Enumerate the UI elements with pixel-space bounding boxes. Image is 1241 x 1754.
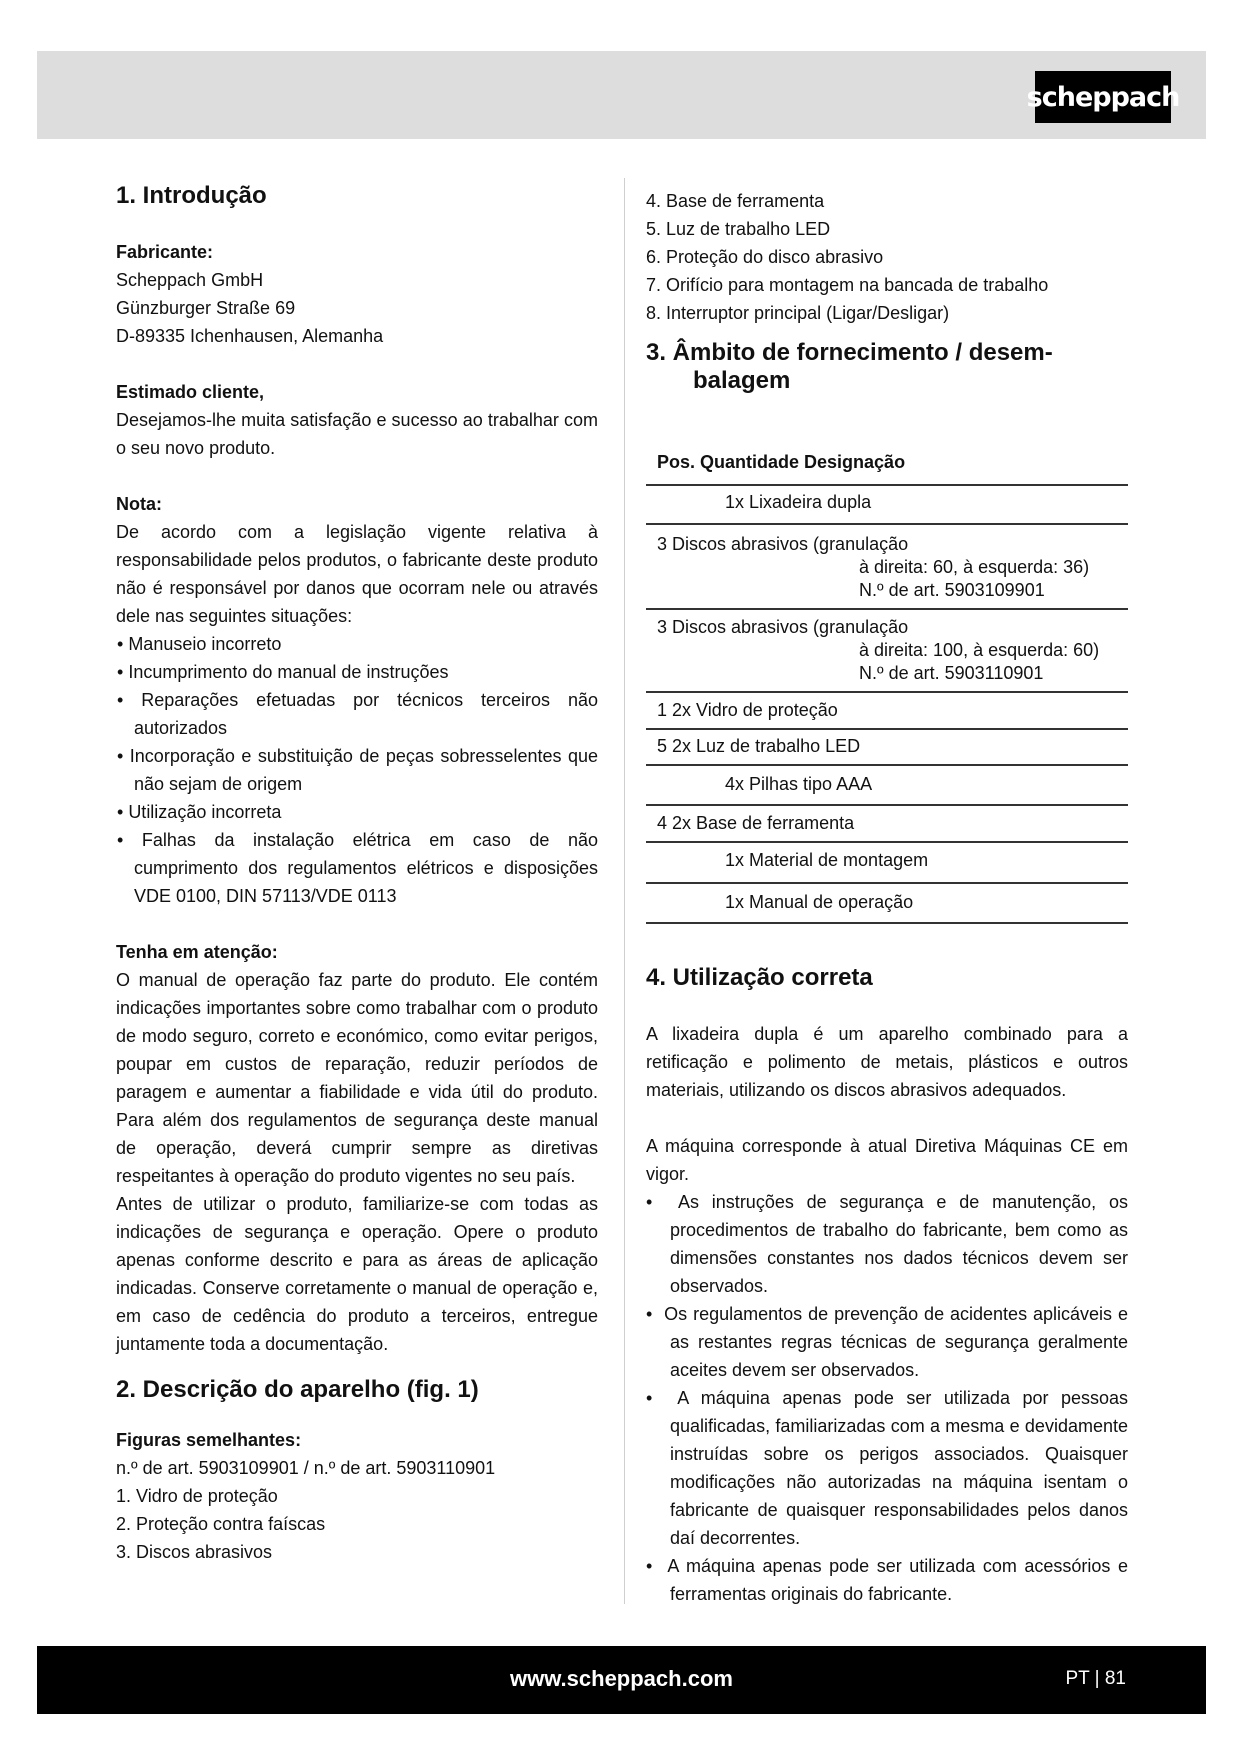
page-footer bbox=[37, 1646, 1206, 1714]
table-row: 1x Material de montagem bbox=[646, 843, 1128, 884]
table-row: 3 Discos abrasivos (granulação à direita: 100, à esquerda: 60) N.º de art. 5903110901 bbox=[646, 610, 1128, 693]
manufacturer-line: Scheppach GmbH bbox=[116, 270, 264, 290]
use-bullet: • A máquina apenas pode ser utilizada com acessórios e ferramentas originais do fabricante. bbox=[646, 1556, 1128, 1604]
dear-customer-text: Desejamos-lhe muita satisfação e sucesso ao trabalhar com o seu novo produto. bbox=[116, 410, 598, 458]
section-4-title: 4. Utilização correta bbox=[646, 964, 873, 991]
use-bullet: • Os regulamentos de prevenção de acidentes aplicáveis e as restantes regras técnicas de segurança geralmente aceites devem ser observados. bbox=[646, 1304, 1128, 1380]
note-bullet: • Incorporação e substituição de peças sobresselentes que não sejam de origem bbox=[117, 746, 598, 794]
part-item: 1. Vidro de proteção bbox=[116, 1486, 278, 1506]
manufacturer-label: Fabricante: bbox=[116, 242, 214, 262]
table-row: 1x Manual de operação bbox=[646, 884, 1128, 924]
dear-customer-label: Estimado cliente, bbox=[116, 382, 265, 402]
note-bullet: • Incumprimento do manual de instruções bbox=[117, 662, 449, 682]
page-number: PT | 81 bbox=[1065, 1668, 1126, 1689]
note-bullet: • Falhas da instalação elétrica em caso de não cumprimento dos regulamentos elétricos e disposições VDE 0100, DIN 57113/VDE 0113 bbox=[117, 830, 598, 906]
table-row: 3 Discos abrasivos (granulação à direita: 60, à esquerda: 36) N.º de art. 5903109901 bbox=[646, 525, 1128, 610]
section-4 bbox=[646, 964, 1128, 1608]
attention-text: O manual de operação faz parte do produto. Ele contém indicações importantes sobre como trabalhar com o produto de modo seguro, correto e económico, como evitar perigos, poupar em custos de reparação, reduzir períodos de paragem e aumentar a fiabilidade e vida útil do produto. Para além dos regulamentos de segurança deste manual de operação, deverá cumprir sempre as diretivas respeitantes à operação do produto vigentes no seu país. bbox=[116, 970, 598, 1186]
column-divider bbox=[624, 178, 625, 1604]
section-4-para: A máquina corresponde à atual Diretiva Máquinas CE em vigor. bbox=[646, 1136, 1128, 1184]
left-column bbox=[116, 182, 598, 1566]
table-row: 4 2x Base de ferramenta bbox=[646, 806, 1128, 843]
table-row: 4x Pilhas tipo AAA bbox=[646, 766, 1128, 806]
table-row: 1 2x Vidro de proteção bbox=[646, 693, 1128, 730]
table-row: 1x Lixadeira dupla bbox=[646, 486, 1128, 525]
part-item: 5. Luz de trabalho LED bbox=[646, 219, 831, 239]
section-3-title: 3. Âmbito de fornecimento / desem- bbox=[646, 339, 1053, 366]
note-text: De acordo com a legislação vigente relativa à responsabilidade pelos produtos, o fabricante deste produto não é responsável por danos que ocorram nele ou através dele nas seguintes situações: bbox=[116, 522, 598, 626]
art-numbers: n.º de art. 5903109901 / n.º de art. 5903110901 bbox=[116, 1458, 496, 1478]
section-3-title-cont: balagem bbox=[693, 367, 791, 394]
note-bullet: • Utilização incorreta bbox=[117, 802, 282, 822]
section-4-para: A lixadeira dupla é um aparelho combinado para a retificação e polimento de metais, plásticos e outros materiais, utilizando os discos abrasivos adequados. bbox=[646, 1024, 1128, 1100]
delivery-table bbox=[646, 448, 1128, 924]
similar-figures-label: Figuras semelhantes: bbox=[116, 1430, 302, 1450]
attention-text: Antes de utilizar o produto, familiarize-se com todas as indicações de segurança e operação. Opere o produto apenas conforme descrito e para as áreas de aplicação indicadas. Conserve corretamente o manual de operação e, em caso de cedência do produto a terceiros, entregue juntamente toda a documentação. bbox=[116, 1194, 598, 1354]
attention-label: Tenha em atenção: bbox=[116, 942, 278, 962]
section-2-title: 2. Descrição do aparelho (fig. 1) bbox=[116, 1376, 479, 1403]
section-1-title: 1. Introdução bbox=[116, 182, 267, 209]
note-bullet: • Reparações efetuadas por técnicos terceiros não autorizados bbox=[117, 690, 598, 738]
part-item: 3. Discos abrasivos bbox=[116, 1542, 273, 1562]
part-item: 4. Base de ferramenta bbox=[646, 191, 825, 211]
note-label: Nota: bbox=[116, 494, 162, 514]
website-url: www.scheppach.com bbox=[510, 1666, 733, 1691]
part-item: 6. Proteção do disco abrasivo bbox=[646, 247, 884, 267]
part-item: 2. Proteção contra faíscas bbox=[116, 1514, 326, 1534]
manufacturer-line: Günzburger Straße 69 bbox=[116, 298, 296, 318]
part-item: 8. Interruptor principal (Ligar/Desligar) bbox=[646, 303, 950, 323]
use-bullet: • A máquina apenas pode ser utilizada por pessoas qualificadas, familiarizadas com a mesma e devidamente instruídas sobre os perigos associados. Quaisquer modificações não autorizadas na máquina isentam o fabricante de quaisquer responsabilidades pelos danos daí decorrentes. bbox=[646, 1388, 1128, 1548]
manufacturer-line: D-89335 Ichenhausen, Alemanha bbox=[116, 326, 384, 346]
part-item: 7. Orifício para montagem na bancada de trabalho bbox=[646, 275, 1049, 295]
use-bullet: • As instruções de segurança e de manutenção, os procedimentos de trabalho do fabricante, bem como as dimensões constantes nos dados técnicos devem ser observados. bbox=[646, 1192, 1128, 1296]
table-header: Pos. Quantidade Designação bbox=[646, 448, 1128, 486]
table-row: 5 2x Luz de trabalho LED bbox=[646, 730, 1128, 766]
scheppach-logo: scheppach bbox=[1035, 71, 1171, 123]
right-column bbox=[646, 187, 1128, 395]
note-bullet: • Manuseio incorreto bbox=[117, 634, 282, 654]
